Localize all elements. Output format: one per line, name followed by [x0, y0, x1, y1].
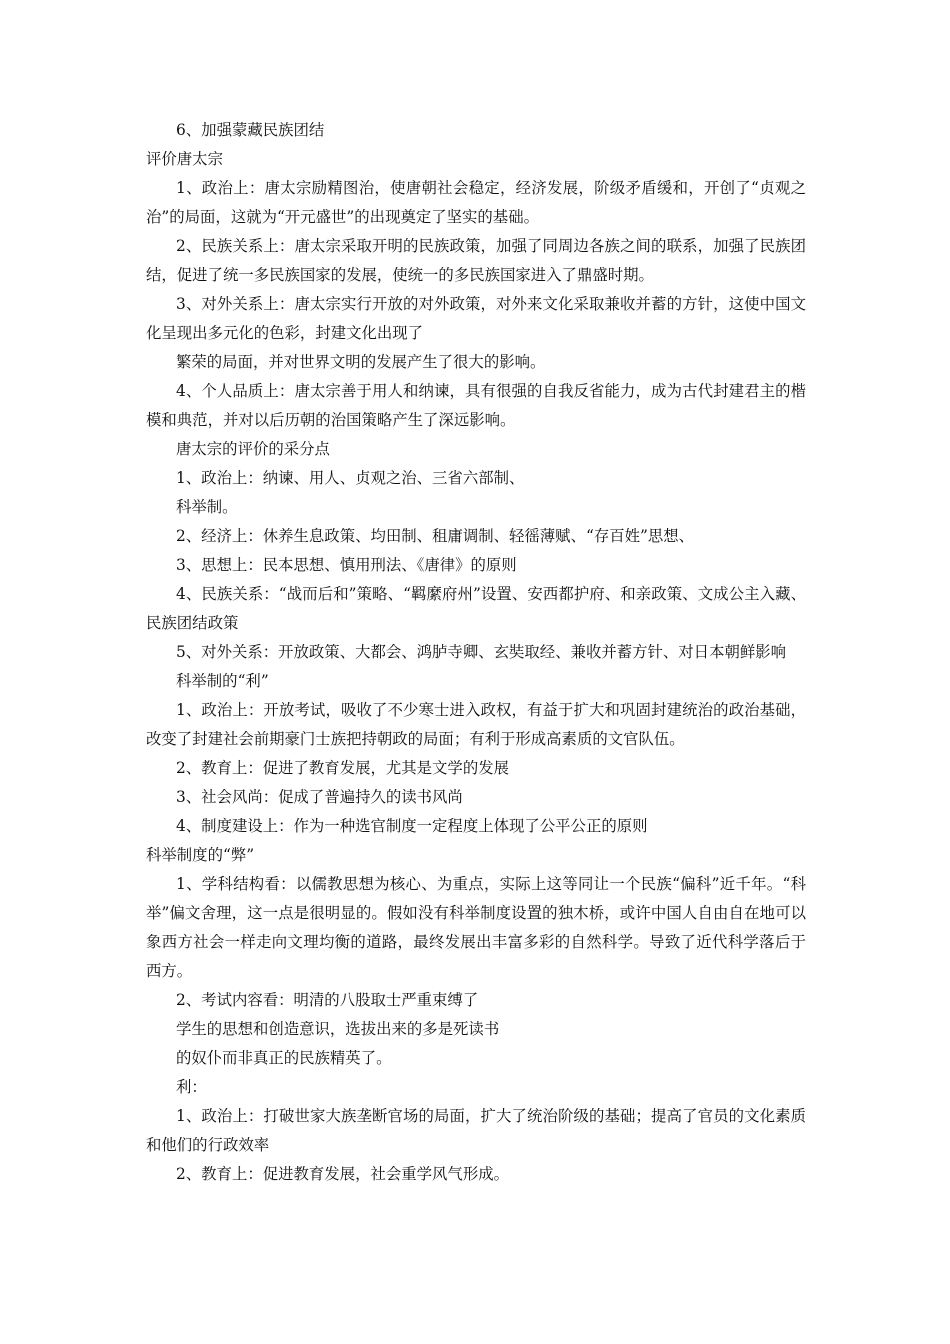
text-line: 唐太宗的评价的采分点 [176, 440, 330, 458]
document-body [146, 116, 806, 1189]
text-line: 6、加强蒙藏民族团结 [176, 121, 325, 139]
text-line: 的奴仆而非真正的民族精英了。 [176, 1049, 392, 1067]
paragraph: 4、个人品质上：唐太宗善于用人和纳谏，具有很强的自我反省能力，成为古代封建君主的楷模和典范，并对以后历朝的治国策略产生了深远影响。 [146, 382, 806, 429]
text-line: 学生的思想和创造意识，选拔出来的多是死读书 [176, 1020, 500, 1038]
text-line: 4、制度建设上：作为一种选官制度一定程度上体现了公平公正的原则 [176, 817, 648, 835]
paragraph: 2、民族关系上：唐太宗采取开明的民族政策，加强了同周边各族之间的联系，加强了民族团结，促进了统一多民族国家的发展，使统一的多民族国家进入了鼎盛时期。 [146, 237, 806, 284]
text-line: 利： [176, 1078, 207, 1096]
paragraph: 1、政治上：唐太宗励精图治，使唐朝社会稳定，经济发展，阶级矛盾缓和，开创了“贞观之治”的局面，这就为“开元盛世”的出现奠定了坚实的基础。 [146, 179, 806, 226]
paragraph: 3、对外关系上：唐太宗实行开放的对外政策，对外来文化采取兼收并蓄的方针，这使中国文化呈现出多元化的色彩，封建文化出现了 [146, 295, 806, 342]
paragraph: 5、对外关系：开放政策、大都会、鸿胪寺卿、玄奘取经、兼收并蓄方针、对日本朝鲜影响 [176, 643, 787, 661]
text-line: 繁荣的局面，并对世界文明的发展产生了很大的影响。 [176, 353, 546, 371]
paragraph: 1、政治上：打破世家大族垄断官场的局面，扩大了统治阶级的基础；提高了官员的文化素质和他们的行政效率 [146, 1107, 806, 1154]
text-line: 2、教育上：促进了教育发展，尤其是文学的发展 [176, 759, 509, 777]
text-line: 科举制。 [176, 498, 238, 516]
text-line: 2、经济上：休养生息政策、均田制、租庸调制、轻徭薄赋、“存百姓”思想、 [176, 527, 695, 545]
text-line: 科举制的“利” [176, 672, 269, 690]
text-line: 3、思想上：民本思想、慎用刑法、《唐律》的原则 [176, 556, 517, 574]
text-line: 2、教育上：促进教育发展，社会重学风气形成。 [176, 1165, 509, 1183]
text-line: 3、社会风尚：促成了普遍持久的读书风尚 [176, 788, 463, 806]
paragraph: 1、政治上：开放考试，吸收了不少寒士进入政权，有益于扩大和巩固封建统治的政治基础，改变了封建社会前期豪门士族把持朝政的局面；有利于形成高素质的文官队伍。 [146, 701, 806, 748]
paragraph: 1、学科结构看：以儒教思想为核心、为重点，实际上这等同让一个民族“偏科”近千年。“科举”偏文舍理，这一点是很明显的。假如没有科举制度设置的独木桥，或许中国人自由自在地可以象西方社会一样走向文理均衡的道路，最终发展出丰富多彩的自然科学。导致了近代科学落后于西方。 [146, 875, 806, 980]
section-heading: 科举制度的“弊” [146, 846, 255, 864]
section-heading: 评价唐太宗 [146, 150, 223, 168]
text-line: 2、考试内容看：明清的八股取士严重束缚了 [176, 991, 479, 1009]
paragraph: 4、民族关系：“战而后和”策略、“羁縻府州”设置、安西都护府、和亲政策、文成公主入藏、民族团结政策 [146, 585, 806, 632]
text-line: 1、政治上：纳谏、用人、贞观之治、三省六部制、 [176, 469, 525, 487]
